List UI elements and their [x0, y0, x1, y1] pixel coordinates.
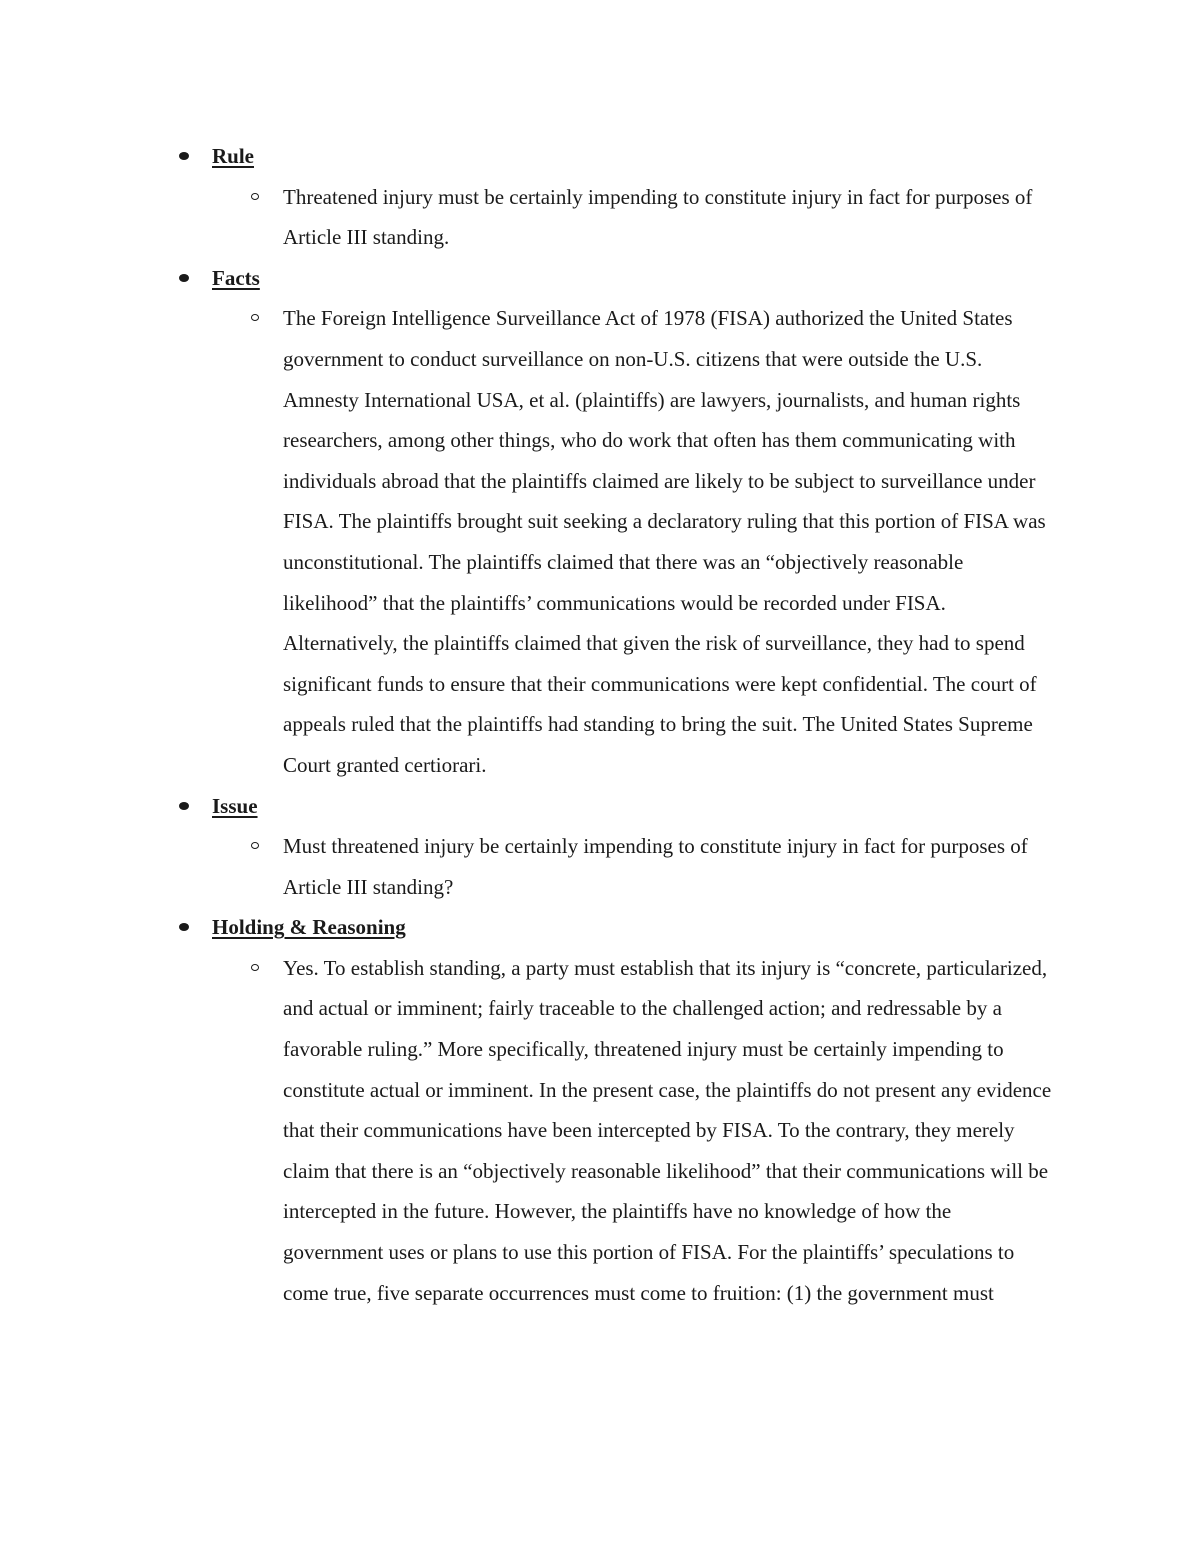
- hollow-bullet-icon: [251, 842, 259, 849]
- hollow-bullet-icon: [251, 193, 259, 200]
- section-issue: [0, 786, 1200, 908]
- section-body-text: Threatened injury must be certainly impending to constitute injury in fact for purposes of Article III standing.: [283, 184, 1033, 250]
- hollow-bullet-icon: [251, 314, 259, 321]
- section-body-item: [0, 826, 1053, 907]
- section-rule: [0, 136, 1200, 258]
- section-body-text: Yes. To establish standing, a party must establish that its injury is “concrete, particularized, and actual or imminent; fairly traceable to the challenged action; and redressable by a favorable ruling.” More specifically, threatened injury must be certainly impending to constitute actual or imminent. In the present case, the plaintiffs do not present any evidence that their communications have been intercepted by FISA. To the contrary, they merely claim that there is an “objectively reasonable likelihood” that their communications will be intercepted in the future. However, the plaintiffs have no knowledge of how the government uses or plans to use this portion of FISA. For the plaintiffs’ speculations to come true, five separate occurrences must come to fruition: (1) the government must: [283, 955, 1052, 1305]
- filled-bullet-icon: [179, 802, 189, 810]
- section-heading: Issue: [212, 793, 258, 818]
- filled-bullet-icon: [179, 152, 189, 160]
- section-heading-row: [0, 136, 1200, 177]
- section-heading-row: [0, 907, 1200, 948]
- section-heading: Rule: [212, 144, 254, 168]
- filled-bullet-icon: [179, 274, 189, 282]
- section-body-text: The Foreign Intelligence Surveillance Act of 1978 (FISA) authorized the United States government to conduct surveillance on non-U.S. citizens that were outside the U.S. Amnesty International USA, et al. (plaintiffs) are lawyers, journalists, and human rights researchers, among other things, who do work that often has them communicating with individuals abroad that the plaintiffs claimed are likely to be subject to surveillance under FISA. The plaintiffs brought suit seeking a declaratory ruling that this portion of FISA was unconstitutional. The plaintiffs claimed that there was an “objectively reasonable likelihood” that the plaintiffs’ communications would be recorded under FISA. Alternatively, the plaintiffs claimed that given the risk of surveillance, they had to spend significant funds to ensure that their communications were kept confidential. The court of appeals ruled that the plaintiffs had standing to bring the suit. The United States Supreme Court granted certiorari.: [283, 306, 1046, 777]
- section-heading: Facts: [212, 265, 260, 290]
- filled-bullet-icon: [179, 923, 189, 931]
- section-holding-reasoning: [0, 907, 1200, 1313]
- section-heading-row: [0, 786, 1200, 827]
- section-body-text: Must threatened injury be certainly impending to constitute injury in fact for purposes of Article III standing?: [283, 834, 1028, 899]
- section-heading-row: [0, 258, 1200, 299]
- case-brief-outline: [0, 136, 1200, 1313]
- section-body-item: [0, 298, 1053, 785]
- hollow-bullet-icon: [251, 964, 259, 971]
- section-body-item: [0, 948, 1053, 1313]
- section-facts: [0, 258, 1200, 786]
- section-body-item: [0, 177, 1053, 258]
- section-heading: Holding & Reasoning: [212, 915, 406, 940]
